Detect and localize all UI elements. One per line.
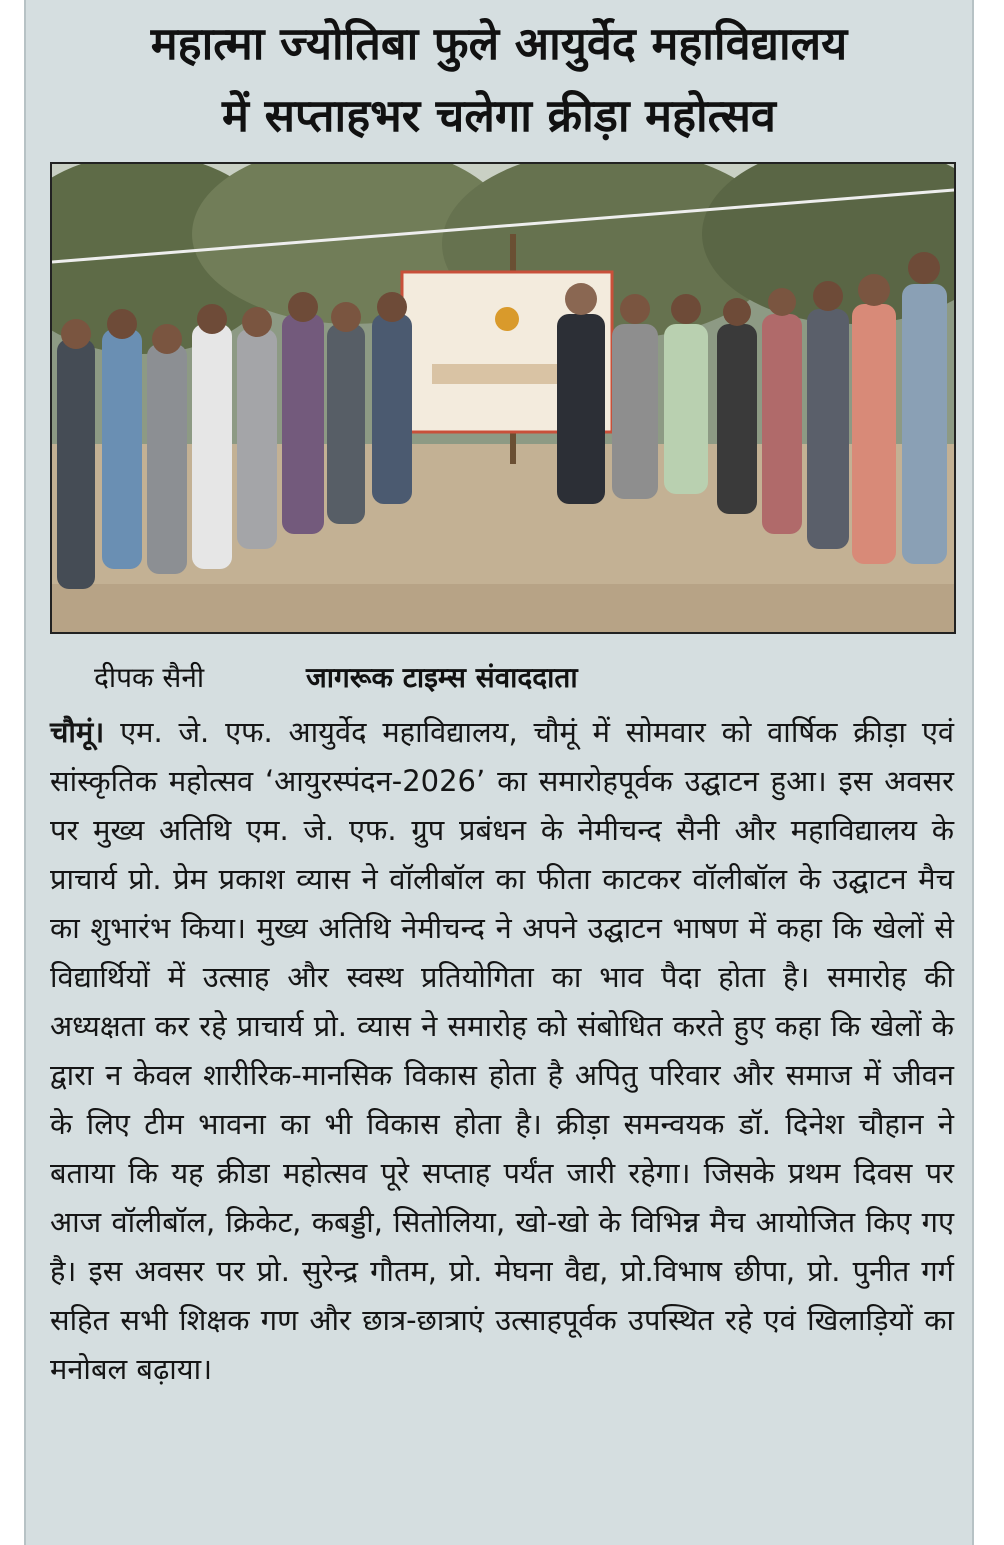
newspaper-clipping	[24, 0, 974, 1545]
article-body	[50, 708, 954, 1394]
photo-illustration	[52, 164, 954, 632]
dignitaries-group	[557, 283, 708, 504]
headline	[26, 8, 972, 152]
article-dateline: चौमूं।	[50, 715, 105, 749]
byline-desk: जागरूक टाइम्स संवाददाता	[306, 661, 578, 694]
photo-ground-shadow	[52, 584, 954, 632]
byline-author: दीपक सैनी	[94, 661, 205, 694]
banner-logo	[495, 307, 519, 331]
headline-line-2: में सप्ताहभर चलेगा क्रीड़ा महोत्सव	[222, 89, 776, 142]
headline-line-1: महात्मा ज्योतिबा फुले आयुर्वेद महाविद्यालय	[150, 17, 848, 70]
news-photo	[50, 162, 956, 634]
article-text: एम. जे. एफ. आयुर्वेद महाविद्यालय, चौमूं में सोमवार को वार्षिक क्रीड़ा एवं सांस्कृतिक महोत्सव ‘आयुरस्पंदन-2026’ का समारोहपूर्वक उद्घाटन हुआ। इस अवसर पर मुख्य अतिथि एम. जे. एफ. ग्रुप प्रबंधन के नेमीचन्द सैनी और महाविद्यालय के प्राचार्य प्रो. प्रेम प्रकाश व्यास ने वॉलीबॉल का फीता काटकर वॉलीबॉल के उद्घाटन मैच का शुभारंभ किया। मुख्य अतिथि नेमीचन्द ने अपने उद्घाटन भाषण में कहा कि खेलों से विद्यार्थियों में उत्साह और स्वस्थ प्रतियोगिता का भाव पैदा होता है। समारोह की अध्यक्षता कर रहे प्राचार्य प्रो. व्यास ने समारोह को संबोधित करते हुए कहा कि खेलों के द्वारा न केवल शारीरिक-मानसिक विकास होता है अपितु परिवार और समाज में जीवन के लिए टीम भावना का भी विकास होता है। क्रीड़ा समन्वयक डॉ. दिनेश चौहान ने बताया कि यह क्रीडा महोत्सव पूरे सप्ताह पर्यंत जारी रहेगा। जिसके प्रथम दिवस पर आज वॉलीबॉल, क्रिकेट, कबड्डी, सितोलिया, खो-खो के विभिन्न मैच आयोजित किए गए है। इस अवसर पर प्रो. सुरेन्द्र गौतम, प्रो. मेघना वैद्य, प्रो.विभाष छीपा, प्रो. पुनीत गर्ग सहित सभी शिक्षक गण और छात्र-छात्राएं उत्साहपूर्वक उपस्थित रहे एवं खिलाड़ियों का मनोबल बढ़ाया।	[50, 715, 954, 1386]
